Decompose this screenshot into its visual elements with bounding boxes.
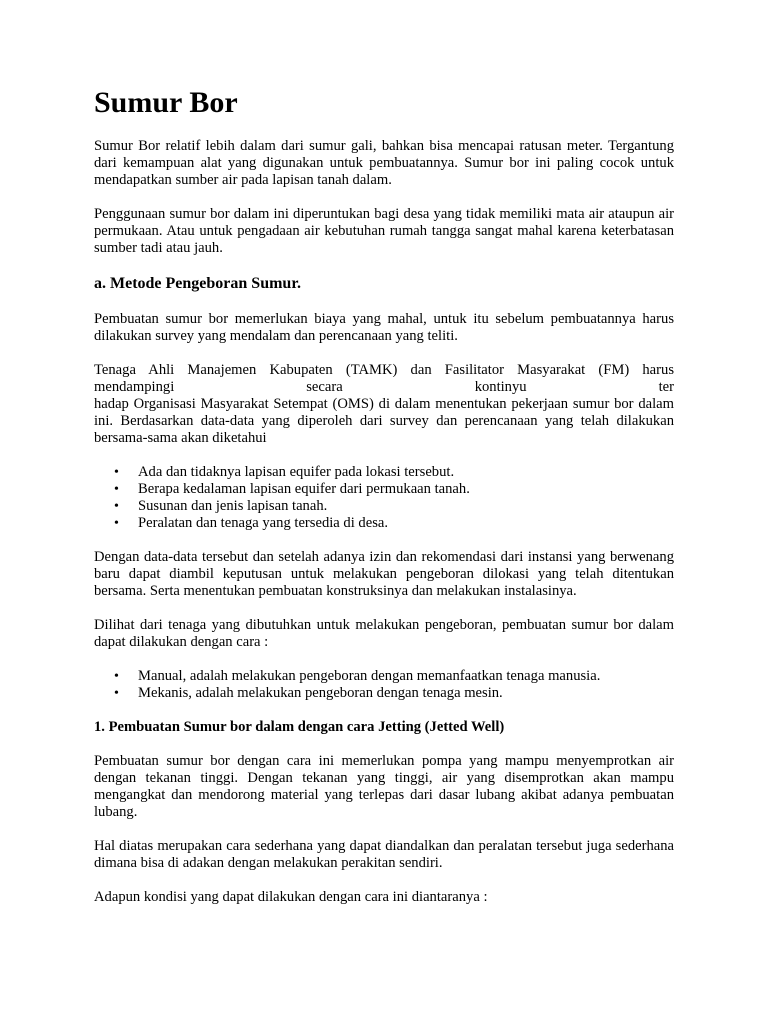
list-item: • Peralatan dan tenaga yang tersedia di desa. <box>138 515 674 532</box>
section-1-paragraph-3: Adapun kondisi yang dapat dilakukan dengan cara ini diantaranya : <box>94 889 488 905</box>
survey-results-list <box>94 464 674 532</box>
section-1-paragraph-1: Pembuatan sumur bor dengan cara ini memerlukan pompa yang mampu menyemprotkan air dengan tekanan tinggi. Dengan tekanan yang tinggi, air yang disemprotkan akan mampu mengangkat dan mendorong material yang terlepas dari dasar lubang akibat adanya pembuatan lubang. <box>94 753 674 820</box>
intro-paragraph-1: Sumur Bor relatif lebih dalam dari sumur gali, bahkan bisa mencapai ratusan meter. Tergantung dari kemampuan alat yang digunakan untuk pembuatannya. Sumur bor ini paling cocok untuk mendapatkan sumber air pada lapisan tanah dalam. <box>94 138 674 188</box>
list-item: • Susunan dan jenis lapisan tanah. <box>138 498 674 515</box>
section-a-paragraph-4: Dilihat dari tenaga yang dibutuhkan untuk melakukan pengeboran, pembuatan sumur bor dalam dapat dilakukan dengan cara : <box>94 617 674 650</box>
spread-word: kontinyu <box>474 379 527 395</box>
section-a-paragraph-1: Pembuatan sumur bor memerlukan biaya yang mahal, untuk itu sebelum pembuatannya harus dilakukan survey yang mendalam dan perencanaan yang teliti. <box>94 311 674 344</box>
section-a-heading: a. Metode Pengeboran Sumur. <box>94 275 301 292</box>
section-a-paragraph-2 <box>94 362 674 447</box>
section-1-paragraph-2: Hal diatas merupakan cara sederhana yang dapat diandalkan dan peralatan tersebut juga sederhana dimana bisa di adakan dengan melakukan perakitan sendiri. <box>94 838 674 871</box>
page-title: Sumur Bor <box>94 86 238 119</box>
list-item: • Ada dan tidaknya lapisan equifer pada lokasi tersebut. <box>138 464 674 481</box>
p2-line-1: Tenaga Ahli Manajemen Kabupaten (TAMK) dan Fasilitator Masyarakat (FM) harus <box>94 362 674 378</box>
list-item: • Manual, adalah melakukan pengeboran dengan memanfaatkan tenaga manusia. <box>138 668 674 685</box>
section-a-paragraph-3: Dengan data-data tersebut dan setelah adanya izin dan rekomendasi dari instansi yang berwenang baru dapat diambil keputusan untuk melakukan pengeboran dilokasi yang telah ditentukan bersama. Serta menentukan pembuatan konstruksinya dan melakukan instalasinya. <box>94 549 674 599</box>
drilling-methods-list <box>94 668 674 702</box>
intro-paragraph-2: Penggunaan sumur bor dalam ini diperuntukan bagi desa yang tidak memiliki mata air ataupun air permukaan. Atau untuk pengadaan air kebutuhan rumah tangga sangat mahal karena keterbatasan sumber tadi atau jauh. <box>94 206 674 256</box>
list-item: • Mekanis, adalah melakukan pengeboran dengan tenaga mesin. <box>138 685 674 702</box>
spread-word: secara <box>306 379 343 395</box>
p2-rest: hadap Organisasi Masyarakat Setempat (OMS) di dalam menentukan pekerjaan sumur bor dalam ini. Berdasarkan data-data yang diperoleh dari survey dan perencanaan yang telah dilakukan bersama-sama akan diketahui <box>94 396 674 446</box>
p2-spread-line <box>94 379 674 396</box>
section-1-heading: 1. Pembuatan Sumur bor dalam dengan cara Jetting (Jetted Well) <box>94 719 505 735</box>
spread-word: ter <box>658 379 674 395</box>
spread-word: mendampingi <box>94 379 175 395</box>
list-item: • Berapa kedalaman lapisan equifer dari permukaan tanah. <box>138 481 674 498</box>
